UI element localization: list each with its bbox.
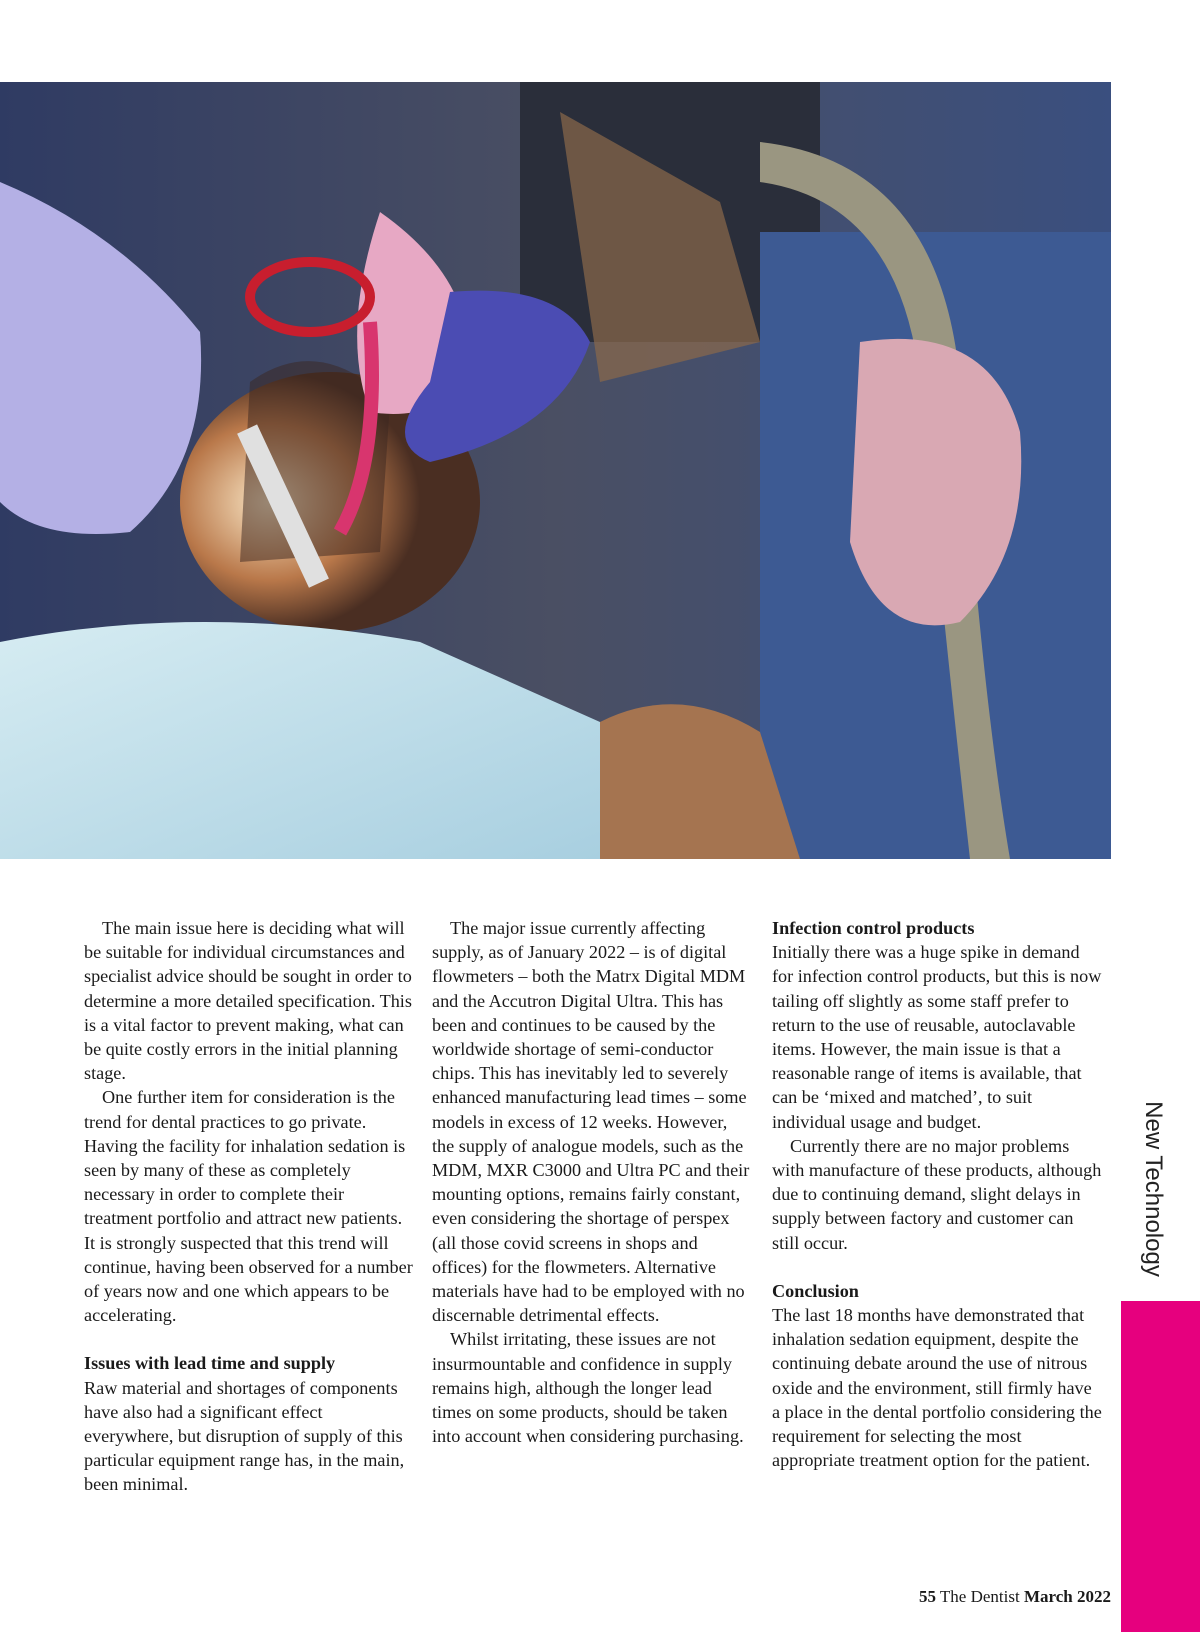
magenta-accent-bar: [1121, 1301, 1200, 1632]
paragraph: The major issue currently affecting supply, as of January 2022 – is of digital flowmeters – both the Matrx Digital MDM and the Accutron Digital Ultra. This has been and continues to be caused by the worldwide shortage of semi-conductor chips. This has inevitably led to severely enhanced manufacturing lead times – some models in excess of 12 weeks. However, the supply of analogue models, such as the MDM, MXR C3000 and Ultra PC and their mounting options, remains fairly constant, even considering the shortage of perspex (all those covid screens in shops and offices) for the flowmeters. Alternative materials have had to be employed with no discernable detrimental effects.: [432, 918, 750, 1326]
page-footer: [919, 1587, 1111, 1607]
page-number: 55: [918, 1587, 936, 1606]
paragraph: Currently there are no major problems with manufacture of these products, although due to continuing demand, slight delays in supply between factory and customer can still occur.: [772, 1135, 1102, 1253]
paragraph: The last 18 months have demonstrated that inhalation sedation equipment, despite the continuing debate around the use of nitrous oxide and the environment, still firmly have a place in the dental portfolio considering the requirement for selecting the most appropriate treatment option for the patient.: [772, 1305, 1102, 1471]
article-column-3: [772, 916, 1102, 1472]
article-column-1: [84, 916, 414, 1497]
paragraph: Initially there was a huge spike in demand for infection control products, but this is now tailing off slightly as some staff prefer to return to the use of reusable, autoclavable items. However, the main issue is that a reasonable range of items is available, that can be ‘mixed and matched’, to suit individual usage and budget.: [772, 942, 1102, 1132]
section-heading: Issues with lead time and supply: [84, 1353, 336, 1374]
paragraph: The main issue here is deciding what will be suitable for individual circumstances and specialist advice should be sought in order to determine a more detailed specification. This is a vital factor to prevent making, what can be quite costly errors in the initial planning stage.: [84, 918, 412, 1084]
section-label-text: New Technology: [1140, 1101, 1167, 1277]
section-heading: Infection control products: [772, 918, 975, 938]
paragraph: Whilst irritating, these issues are not insurmountable and confidence in supply remains high, although the longer lead times on some products, should be taken into account when considering purchasing.: [432, 1329, 744, 1447]
section-side-label: [1128, 1100, 1178, 1290]
dental-procedure-photo: [0, 82, 1111, 859]
paragraph: Raw material and shortages of components have also had a significant effect everywhere, but disruption of supply of this particular equipment range has, in the main, been minimal.: [84, 1377, 405, 1495]
paragraph: One further item for consideration is the trend for dental practices to go private. Having the facility for inhalation sedation is seen by many of these as completely necessary in order to complete their treatment portfolio and attract new patients. It is strongly suspected that this trend will continue, having been observed for a number of years now and one which appears to be accelerating.: [84, 1087, 413, 1326]
article-column-2: [432, 916, 752, 1448]
issue-date: March 2022: [1023, 1587, 1111, 1606]
publication-name: The Dentist: [939, 1587, 1020, 1606]
section-heading: Conclusion: [772, 1280, 859, 1301]
